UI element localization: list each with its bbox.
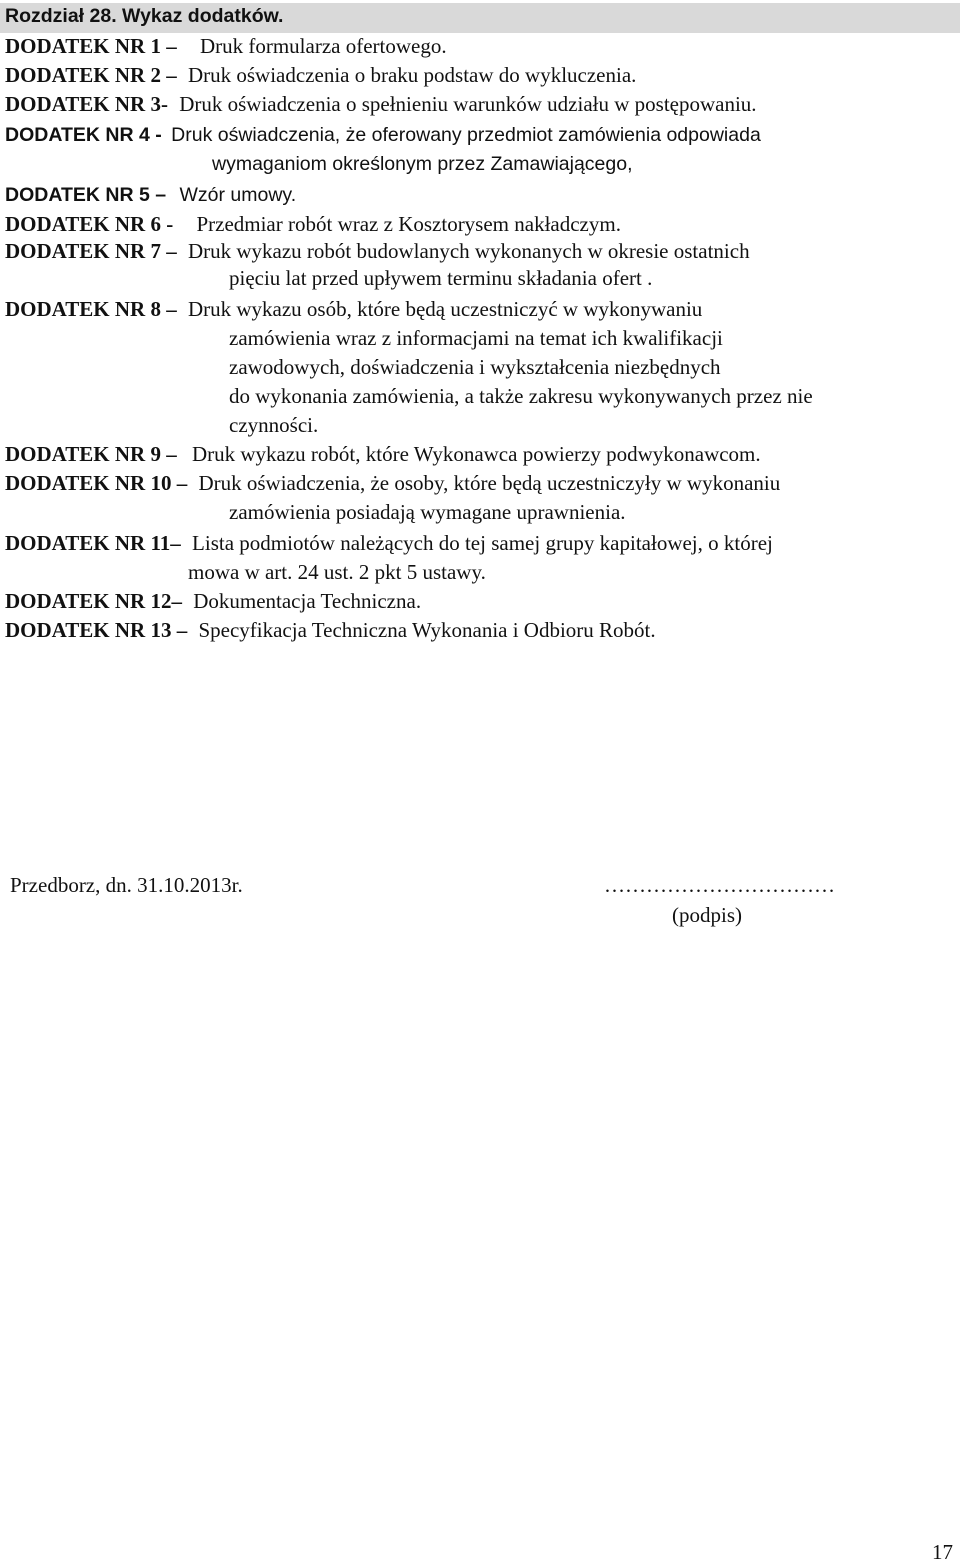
attachment-text: Lista podmiotów należących do tej samej grupy kapitałowej, o której — [192, 531, 773, 555]
attachment-item-4 — [5, 121, 761, 150]
attachment-text: Druk wykazu robót, które Wykonawca powierzy podwykonawcom. — [191, 442, 761, 466]
chapter-heading: Rozdział 28. Wykaz dodatków. — [5, 5, 284, 27]
attachment-label: DODATEK NR 3- — [5, 92, 168, 116]
attachment-label: DODATEK NR 1 – — [5, 34, 177, 58]
attachment-label: DODATEK NR 8 – — [5, 297, 177, 321]
attachment-text: Dokumentacja Techniczna. — [193, 589, 422, 613]
attachment-text-continuation: zawodowych, doświadczenia i wykształcenia niezbędnych — [229, 355, 721, 379]
signature-label: (podpis) — [672, 903, 742, 927]
attachment-text-continuation: zamówienia wraz z informacjami na temat ich kwalifikacji — [229, 326, 723, 350]
page-number: 17 — [932, 1540, 953, 1564]
attachment-item-13 — [5, 616, 656, 645]
attachment-item-5 — [5, 181, 296, 210]
attachment-text-continuation: mowa w art. 24 ust. 2 pkt 5 ustawy. — [188, 560, 486, 584]
attachment-text-continuation: do wykonania zamówienia, a także zakresu wykonywanych przez nie — [229, 384, 813, 408]
attachment-text: Wzór umowy. — [179, 184, 297, 206]
attachment-item-12 — [5, 587, 421, 616]
attachment-item-9 — [5, 440, 761, 469]
place-and-date: Przedborz, dn. 31.10.2013r. — [10, 873, 243, 897]
attachment-text: Druk formularza ofertowego. — [199, 34, 447, 58]
attachment-text: Druk wykazu robót budowlanych wykonanych w okresie ostatnich — [187, 239, 750, 263]
attachment-text: Druk oświadczenia, że oferowany przedmiot zamówienia odpowiada — [171, 124, 761, 146]
attachment-label: DODATEK NR 4 - — [5, 124, 162, 146]
attachment-text-continuation: czynności. — [229, 413, 319, 437]
attachment-text-continuation: zamówienia posiadają wymagane uprawnienia. — [229, 500, 626, 524]
signature-line: …………………………… — [604, 873, 835, 897]
attachment-text: Druk oświadczenia, że osoby, które będą uczestniczyły w wykonaniu — [198, 471, 781, 495]
attachment-item-10 — [5, 469, 780, 498]
attachment-item-1 — [5, 32, 447, 61]
attachment-text: Druk wykazu osób, które będą uczestniczyć w wykonywaniu — [187, 297, 703, 321]
attachment-text: Druk oświadczenia o braku podstaw do wykluczenia. — [187, 63, 637, 87]
attachment-item-7 — [5, 237, 750, 266]
attachment-label: DODATEK NR 12– — [5, 589, 182, 613]
attachment-item-2 — [5, 61, 636, 90]
attachment-text-continuation: pięciu lat przed upływem terminu składania ofert . — [229, 266, 653, 290]
attachment-item-6 — [5, 210, 621, 239]
attachment-label: DODATEK NR 5 – — [5, 184, 167, 206]
attachment-item-3 — [5, 90, 757, 119]
attachment-item-8 — [5, 295, 702, 324]
attachment-text-continuation: wymaganiom określonym przez Zamawiającego, — [212, 153, 633, 175]
attachment-text: Druk oświadczenia o spełnieniu warunków udziału w postępowaniu. — [179, 92, 757, 116]
attachment-text: Przedmiar robót wraz z Kosztorysem nakładczym. — [196, 212, 621, 236]
attachment-label: DODATEK NR 13 – — [5, 618, 188, 642]
attachment-label: DODATEK NR 10 – — [5, 471, 188, 495]
attachment-text: Specyfikacja Techniczna Wykonania i Odbioru Robót. — [198, 618, 656, 642]
attachment-label: DODATEK NR 6 - — [5, 212, 174, 236]
attachment-label: DODATEK NR 11– — [5, 531, 181, 555]
attachment-label: DODATEK NR 7 – — [5, 239, 177, 263]
attachment-label: DODATEK NR 9 – — [5, 442, 177, 466]
attachment-item-11 — [5, 529, 773, 558]
attachment-label: DODATEK NR 2 – — [5, 63, 177, 87]
